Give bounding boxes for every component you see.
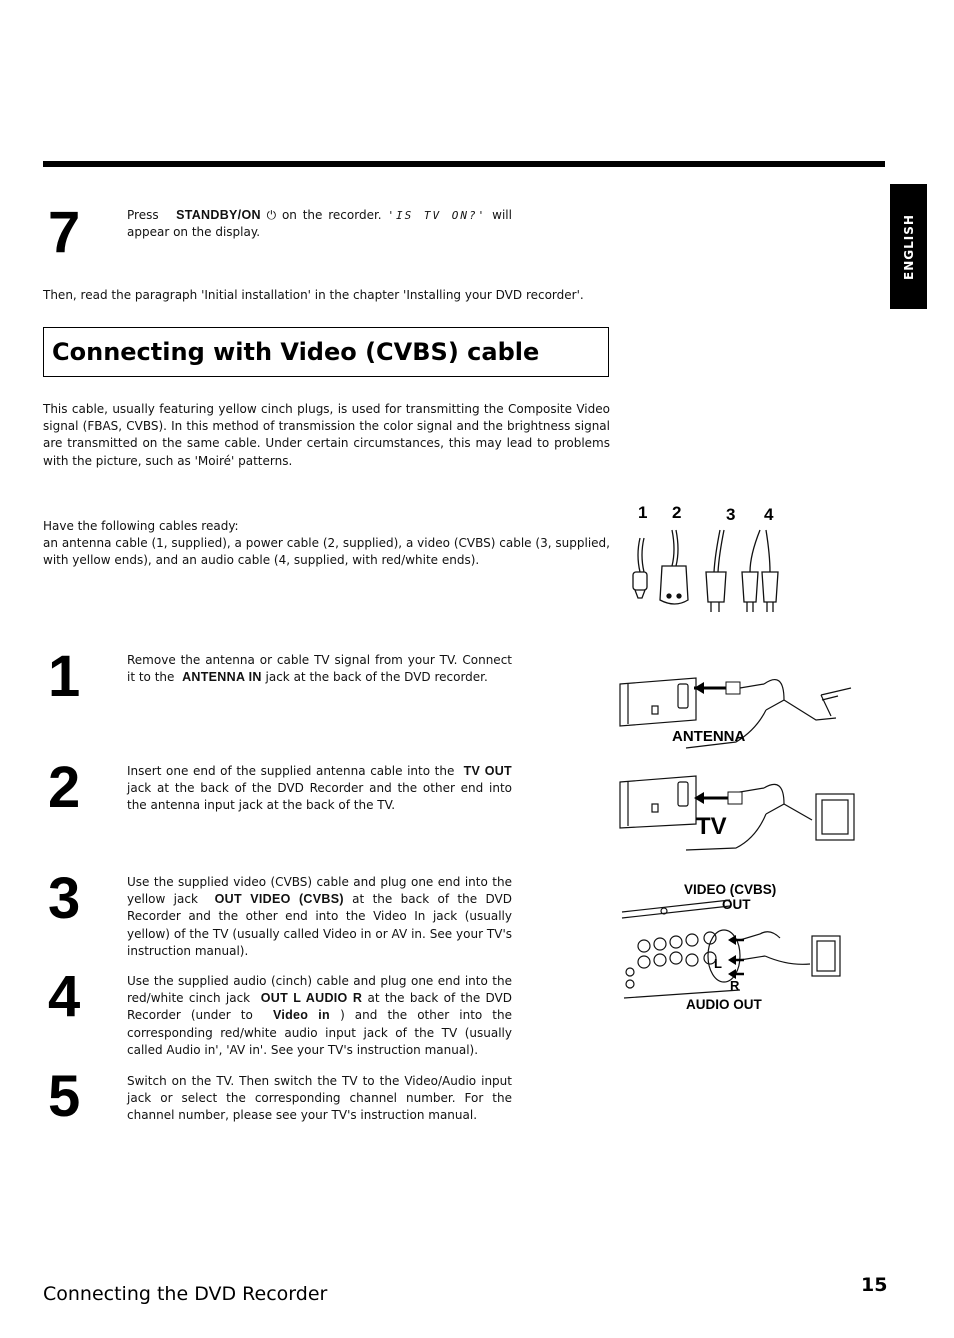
cable-label-1: 1 xyxy=(638,503,648,522)
step-7-text: Press STANDBY/ON ⏻ on the recorder. 'IS TV ON?' will appear on the display. xyxy=(127,208,512,240)
step-1-number: 1 xyxy=(48,644,81,709)
page-number: 15 xyxy=(861,1274,888,1296)
cables-illustration xyxy=(620,500,790,625)
audio-out-label: AUDIO OUT xyxy=(686,997,762,1012)
cable-label-3: 3 xyxy=(726,505,736,524)
standby-button-label: STANDBY/ON xyxy=(176,208,261,222)
cable-label-4: 4 xyxy=(764,505,774,524)
antenna-label: ANTENNA xyxy=(672,728,746,745)
step-5-number: 5 xyxy=(48,1064,81,1129)
audio-l-label: L xyxy=(714,956,722,971)
audio-r-label: R xyxy=(730,978,740,993)
step-4-text: Use the supplied audio (cinch) cable and plug one end into the red/white cinch jack OUT L AUDIO R at the back of the DVD Recorder (under to Video in ) and the other into the corresponding red/white audio input jack of the TV (usually called Audio in', 'AV in'. See your TV's instruction manual). xyxy=(127,974,512,1057)
video-audio-connection-illustration xyxy=(620,878,850,1013)
cables-text: an antenna cable (1, supplied), a power cable (2, supplied), a video (CVBS) cable (3, supplied, with yellow ends), and an audio cable (4, supplied, with red/white ends). xyxy=(43,536,610,568)
step-5-text: Switch on the TV. Then switch the TV to the Video/Audio input jack or select the corresponding channel number. For the channel number, please see your TV's instruction manual. xyxy=(127,1074,512,1123)
tv-connection-illustration xyxy=(616,768,861,858)
step-2-text: Insert one end of the supplied antenna cable into the TV OUT jack at the back of the DVD Recorder and the other end into the antenna input jack at the back of the TV. xyxy=(127,764,512,813)
top-rule xyxy=(43,161,885,167)
cable-label-2: 2 xyxy=(672,503,682,522)
section-title: Connecting with Video (CVBS) cable xyxy=(52,338,540,366)
display-readout: 'IS TV ON?' xyxy=(387,209,487,222)
step-3-text: Use the supplied video (CVBS) cable and plug one end into the yellow jack OUT VIDEO (CVBS) at the back of the DVD Recorder and the other end into the Video In jack (usually yellow) of the TV (usually called Video in or AV in. See your TV's instruction manual). xyxy=(127,875,512,958)
step-4-number: 4 xyxy=(48,964,81,1029)
antenna-connection-illustration xyxy=(616,660,856,750)
step-3-number: 3 xyxy=(48,866,81,931)
tv-label: TV xyxy=(696,813,727,840)
video-cvbs-label: VIDEO (CVBS) xyxy=(684,882,777,897)
power-icon: ⏻ xyxy=(266,208,277,222)
language-tab-label: ENGLISH xyxy=(901,213,916,280)
step-2-number: 2 xyxy=(48,755,81,820)
video-out-label: OUT xyxy=(722,897,751,912)
section-heading-box xyxy=(43,327,609,377)
footer-section-title: Connecting the DVD Recorder xyxy=(43,1283,328,1305)
then-paragraph: Then, read the paragraph 'Initial installation' in the chapter 'Installing your DVD recorder'. xyxy=(43,288,584,302)
language-tab xyxy=(890,184,927,309)
cables-heading: Have the following cables ready: xyxy=(43,519,239,533)
step-1-text: Remove the antenna or cable TV signal from your TV. Connect it to the ANTENNA IN jack at the back of the DVD recorder. xyxy=(127,653,512,685)
step-7-number: 7 xyxy=(48,200,81,265)
cables-paragraph xyxy=(43,518,610,570)
intro-paragraph: This cable, usually featuring yellow cinch plugs, is used for transmitting the Composite Video signal (FBAS, CVBS). In this method of transmission the color signal and the brightness signal are transmitted on the same cable. Under certain circumstances, this may lead to problems with the picture, such as 'Moiré' patterns. xyxy=(43,402,610,468)
